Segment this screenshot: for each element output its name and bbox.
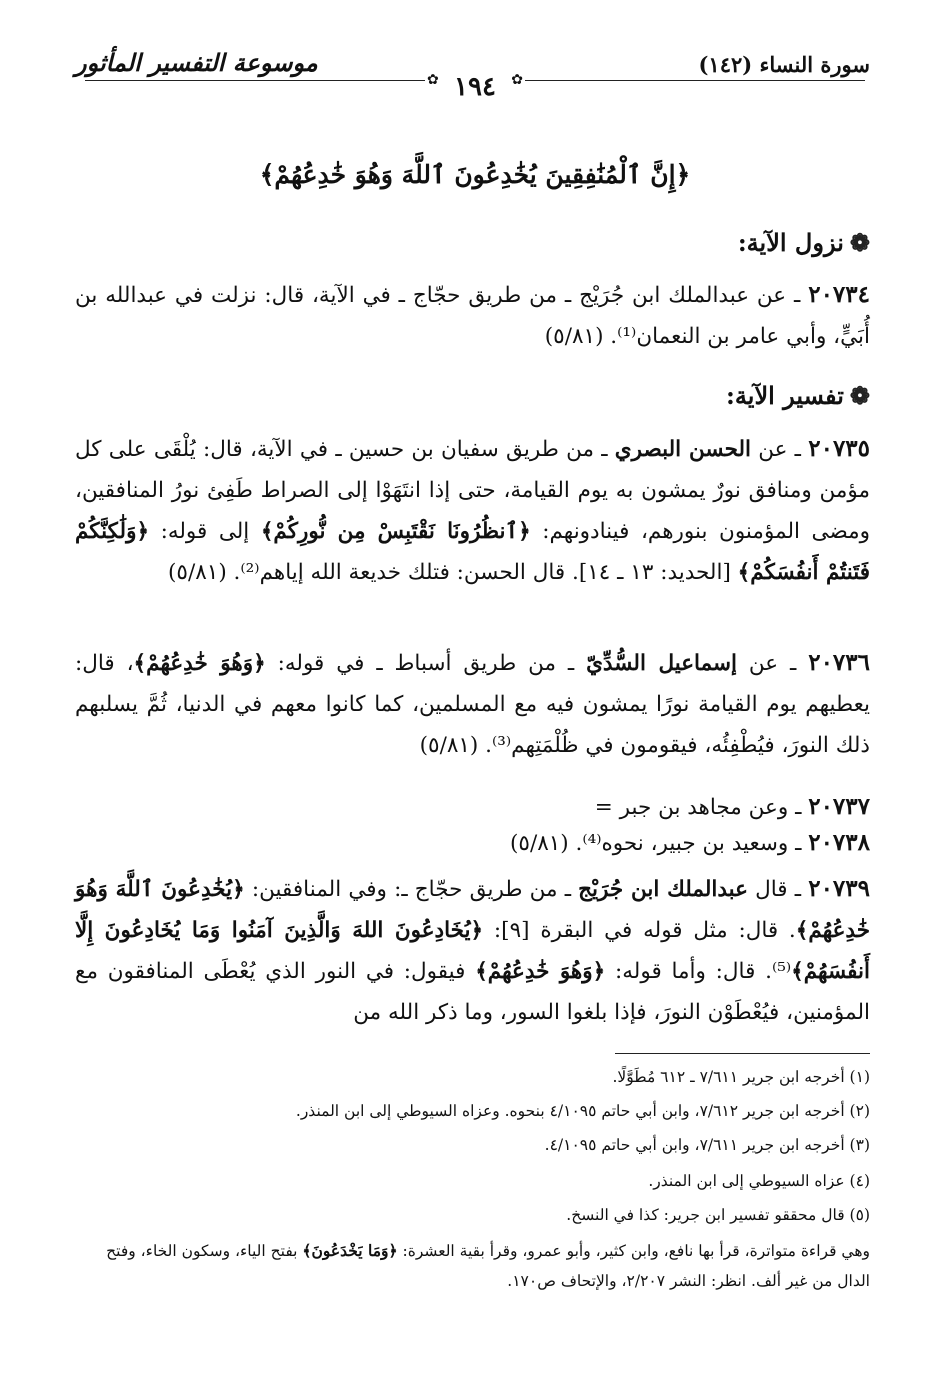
- entry-number: ٢٠٧٣٧: [808, 793, 870, 820]
- narrator-name: الحسن البصري: [614, 437, 751, 462]
- entry-20735: [75, 428, 870, 593]
- ornament-icon: ✿: [511, 72, 523, 88]
- entry-text: ـ وسعيد بن جبير، نحوه: [601, 831, 809, 856]
- section-heading-label: تفسير الآية:: [726, 381, 844, 410]
- quran-quote: ﴿يُخَٰدِعُونَ ٱللَّهَ وَهُوَ خَٰدِعُهُمْ﴾: [75, 877, 871, 943]
- entry-text: ـ وعن مجاهد بن جبر =: [594, 795, 809, 820]
- entry-text: فيقول: في النور الذي يُعْطَى المنافقون مع المؤمنين، فيُعْطَوْن النورَ، فإذا بلغوا السور، وما ذكر الله من: [75, 959, 870, 1025]
- quran-quote: ﴿وَلَٰكِنَّكُمْ فَتَنتُمْ أَنفُسَكُمْ﴾: [75, 519, 870, 585]
- entry-number: ٢٠٧٣٥: [808, 435, 871, 462]
- quran-quote: ﴿وَهُوَ خَٰدِعُهُمْ﴾: [133, 651, 266, 676]
- surah-title: سورة النساء (١٤٢): [698, 52, 870, 77]
- entry-dash: ـ عن: [737, 651, 809, 676]
- entry-20734: [75, 274, 870, 357]
- entry-text: . قال: مثل قوله في البقرة [٩]:: [483, 918, 796, 943]
- entry-dash: ـ قال: [747, 877, 809, 902]
- entry-number: ٢٠٧٣٤: [808, 281, 870, 308]
- quran-verse: ﴿إِنَّ ٱلْمُنَٰفِقِينَ يُخَٰدِعُونَ ٱللَّهَ وَهُوَ خَٰدِعُهُمْ﴾: [259, 160, 691, 189]
- footnote-4: (٤) عزاه السيوطي إلى ابن المنذر.: [648, 1172, 870, 1190]
- footnote-5: (٥) قال محققو تفسير ابن جرير: كذا في النسخ.: [566, 1206, 870, 1224]
- section-heading-label: نزول الآية:: [737, 228, 844, 257]
- narrator-name: إسماعيل السُّدِّيّ: [586, 651, 738, 676]
- entry-ref: ⁽¹⁾. (٥/٨١): [544, 324, 637, 349]
- page-header: [55, 46, 895, 106]
- book-title: موسوعة التفسير المأثور: [75, 48, 318, 77]
- footnote-1: (١) أخرجه ابن جرير ٧/٦١١ ـ ٦١٢ مُطَوَّلًا.: [612, 1068, 870, 1086]
- entry-text: إلى قوله:: [149, 519, 261, 544]
- flower-icon: ❁: [849, 381, 870, 410]
- entry-text: ـ عن عبدالملك ابن جُرَيْج ـ من طريق حجّاج ـ في الآية، قال: نزلت في عبدالله بن أُبَيٍّ، وأبي عامر بن النعمان: [75, 283, 870, 349]
- section-heading-nuzul: [738, 228, 870, 257]
- entry-text: ـ من طريق سفيان بن حسين ـ في الآية، قال: يُلْقَى على كل مؤمن ومنافق نورٌ يمشون به يوم القيامة، حتى إذا انتَهَوْا إلى الصراط طَفِئ نورُ المنافقين، ومضى المؤمنون بنورهم، فينادونهم:: [75, 437, 870, 544]
- entry-text: ⁽⁵⁾. قال: وأما قوله:: [605, 959, 792, 984]
- quran-quote: ﴿ٱنظُرُونَا نَقْتَبِسْ مِن نُّورِكُمْ﴾: [260, 519, 531, 544]
- footnote-text: بفتح الياء، وسكون الخاء، وفتح الدال من غير ألف. انظر: النشر ٢/٢٠٧، والإتحاف ص١٧٠.: [106, 1242, 870, 1290]
- entry-20739: [75, 868, 870, 1033]
- quran-quote: ﴿يُخَادِعُونَ اللهَ وَالَّذِينَ آمَنُوا وَمَا يُخَادِعُونَ إِلَّا أَنفُسَهُمْ﴾: [75, 918, 870, 984]
- entry-number: ٢٠٧٣٩: [808, 875, 870, 902]
- quran-quote: ﴿وَمَا يَخْدَعُونَ﴾: [302, 1241, 398, 1260]
- entry-20738: [75, 822, 870, 864]
- footnote-separator: [615, 1053, 870, 1054]
- footnote-text: وهي قراءة متواترة، قرأ بها نافع، وابن كثير، وأبو عمرو، وقرأ بقية العشرة:: [397, 1242, 870, 1260]
- entry-text: ـ من طريق حجّاج ـ: وفي المنافقين:: [244, 877, 579, 902]
- footnote-2: (٢) أخرجه ابن جرير ٧/٦١٢، وابن أبي حاتم ٤/١٠٩٥ بنحوه. وعزاه السيوطي إلى ابن المنذر.: [295, 1102, 870, 1120]
- entry-ref: ⁽³⁾. (٥/٨١): [419, 733, 512, 758]
- entry-ref: ⁽²⁾. (٥/٨١): [168, 560, 260, 585]
- footnote-5-continued: [75, 1236, 870, 1296]
- entry-number: ٢٠٧٣٦: [808, 649, 870, 676]
- footnote-3: (٣) أخرجه ابن جرير ٧/٦١١، وابن أبي حاتم ٤/١٠٩٥.: [544, 1136, 870, 1154]
- entry-ref: ⁽⁴⁾. (٥/٨١): [510, 831, 602, 856]
- narrator-name: عبدالملك ابن جُرَيْج: [578, 877, 748, 902]
- entry-dash: ـ عن: [751, 437, 809, 462]
- quran-quote: ﴿وَهُوَ خَٰدِعُهُمْ﴾: [475, 959, 606, 984]
- ornament-icon: ✿: [427, 72, 439, 88]
- entry-text: ، قال: يعطيهم يوم القيامة نورًا يمشون فيه مع المسلمين، كما كانوا معهم في الدنيا، ثُمَّ يسلبهم ذلك النورَ، فيُطْفِئُه، فيقومون في ظُلْمَتِهم: [75, 651, 870, 758]
- section-heading-tafsir: [726, 381, 870, 410]
- entry-text: [الحديد: ١٣ ـ ١٤]. قال الحسن: فتلك خديعة الله إياهم: [259, 560, 738, 585]
- entry-number: ٢٠٧٣٨: [808, 829, 870, 856]
- page-number: ١٩٤: [454, 72, 496, 102]
- entry-text: ـ من طريق أسباط ـ في قوله:: [265, 651, 587, 676]
- entry-20736: [75, 642, 870, 766]
- flower-icon: ❁: [849, 228, 870, 257]
